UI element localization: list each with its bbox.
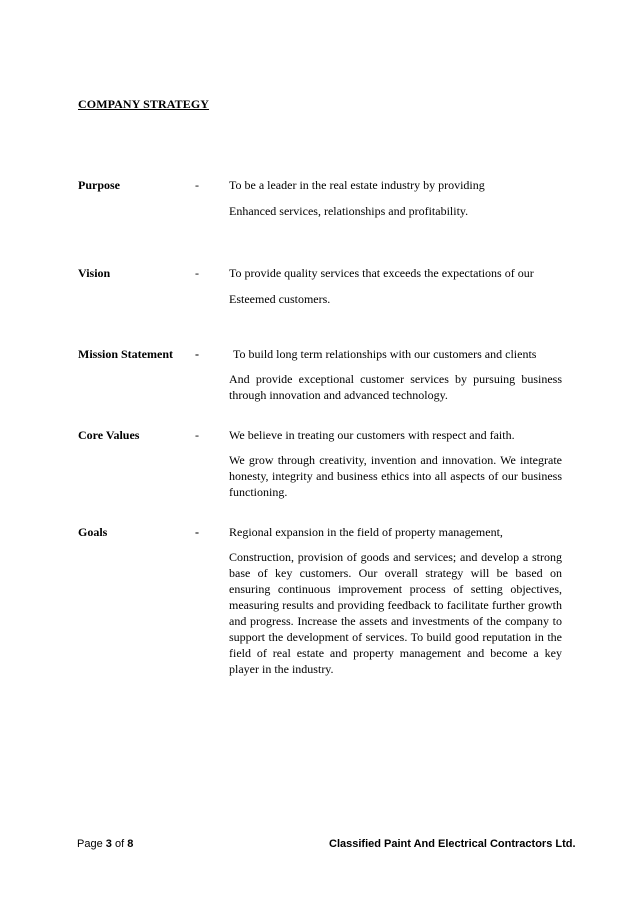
- section-first-line: To be a leader in the real estate industry by providing: [229, 178, 485, 192]
- section-paragraph: Construction, provision of goods and services; and develop a strong base of key customers. Our overall strategy will be based on ensuring continuous improvement process of setting objectives, measuring results and providing feedback to facilitate further growth and progress. Increase the assets and investments of the company to support the development of services. To build good reputation in the field of real estate and property management and become a key player in the industry.: [229, 550, 562, 676]
- section-dash: -: [195, 178, 199, 192]
- footer-company-name: Classified Paint And Electrical Contractors Ltd.: [329, 838, 576, 850]
- section-paragraph: Esteemed customers.: [229, 292, 331, 306]
- current-page-number: 3: [105, 838, 112, 850]
- page-number-footer: [77, 838, 133, 850]
- section-first-line: To build long term relationships with our customers and clients: [233, 347, 537, 361]
- section-label: Purpose: [78, 178, 120, 192]
- page-heading: COMPANY STRATEGY: [78, 97, 210, 111]
- section-label: Core Values: [78, 428, 140, 442]
- section-dash: -: [195, 347, 199, 361]
- section-first-line: We believe in treating our customers with respect and faith.: [229, 428, 515, 442]
- section-dash: -: [195, 525, 199, 539]
- section-paragraph: And provide exceptional customer services by pursuing business through innovation and advanced technology.: [229, 372, 562, 402]
- total-pages-number: 8: [127, 838, 134, 850]
- section-label: Mission Statement: [78, 347, 173, 361]
- section-dash: -: [195, 428, 199, 442]
- section-dash: -: [195, 266, 199, 280]
- section-paragraph: Enhanced services, relationships and profitability.: [229, 204, 469, 218]
- section-first-line: To provide quality services that exceeds the expectations of our: [229, 266, 534, 280]
- section-label: Vision: [78, 266, 111, 280]
- section-label: Goals: [78, 525, 108, 539]
- page-word: Page: [77, 838, 103, 850]
- section-paragraph: We grow through creativity, invention and innovation. We integrate honesty, integrity and business ethics into all aspects of our business functioning.: [229, 453, 562, 499]
- of-word: of: [114, 838, 125, 850]
- section-first-line: Regional expansion in the field of property management,: [229, 525, 503, 539]
